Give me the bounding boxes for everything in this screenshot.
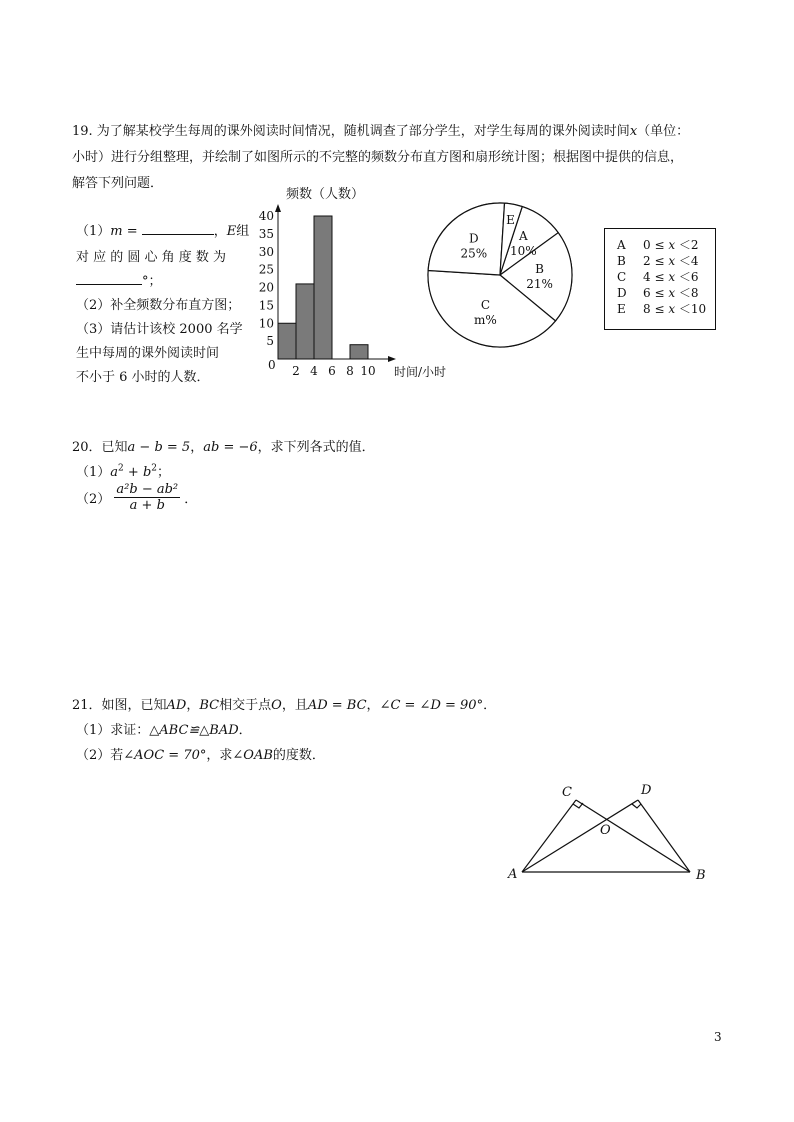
answer-blank-angle[interactable]: [76, 284, 142, 285]
q21-part1: （1）求证：△ABC≌△BAD．: [76, 723, 252, 738]
y-tick-label: 35: [258, 226, 274, 241]
origin-label: 0: [268, 358, 276, 372]
legend-row: B 2 ≤ x ＜4: [617, 254, 699, 268]
group-legend: [604, 228, 716, 330]
q19-part3-line2: 生中每周的课外阅读时间: [76, 346, 220, 361]
pie-slice-d: [428, 203, 504, 275]
label-C: C: [562, 785, 572, 800]
pie-label-b: B: [535, 262, 544, 277]
pie-label-a: A: [518, 228, 528, 243]
q19-part2: （2）补全频数分布直方图；: [76, 298, 241, 313]
histogram-bar: [296, 284, 314, 359]
pie-percent-d: 25%: [460, 246, 488, 261]
answer-blank-m[interactable]: [142, 234, 214, 235]
pie-percent-c: m%: [474, 312, 497, 327]
histogram-xlabel: 时间/小时: [394, 365, 447, 379]
x-tick-label: 8: [346, 364, 354, 378]
q20-stem: 20．已知a − b = 5，ab = −6，求下列各式的值．: [72, 440, 375, 455]
y-axis-arrow-icon: [275, 204, 281, 212]
pie-percent-b: 21%: [526, 277, 553, 292]
legend-row: C 4 ≤ x ＜6: [617, 270, 699, 284]
x-tick-label: 10: [360, 364, 376, 378]
y-tick-label: 25: [258, 262, 274, 277]
segment-AD: [522, 800, 638, 872]
q21-part2: （2）若∠AOC = 70°，求∠OAB的度数．: [76, 748, 325, 763]
pie-label-e: E: [506, 212, 515, 227]
histogram-bar: [314, 216, 332, 359]
legend-row: A 0 ≤ x ＜2: [617, 238, 699, 252]
q19-part1-line2: 对 应 的 圆 心 角 度 数 为: [76, 250, 227, 265]
q19-part1-line3: °；: [76, 270, 162, 289]
segment-AC: [522, 800, 576, 872]
q19-line2: 小时）进行分组整理，并绘制了如图所示的不完整的频数分布直方图和扇形统计图；根据图中提供的信息，: [72, 150, 684, 165]
q20-part1: $(1)a^2 + b^2$；: [76, 463, 171, 480]
histogram-bar: [350, 345, 368, 359]
q19-part3-line3: 不小于 6 小时的人数．: [76, 370, 210, 385]
fraction: $\frac{\text{a²b − ab²}}{a + b}$: [116, 482, 179, 513]
legend-row: E 8 ≤ x ＜10: [617, 302, 707, 316]
y-tick-label: 20: [258, 280, 274, 295]
segment-DB: [638, 800, 690, 872]
legend-row: D 6 ≤ x ＜8: [617, 286, 699, 300]
label-B: B: [696, 868, 706, 883]
q19-line3: 解答下列问题．: [72, 176, 164, 191]
pie-label-d: D: [468, 231, 479, 246]
histogram-bar: [278, 323, 296, 359]
q21-stem: 21．如图，已知AD，BC相交于点O，且AD = BC，∠C = ∠D = 90°．: [72, 698, 497, 713]
right-angle-D-icon: [632, 804, 641, 808]
q20-part2: （2） $\frac{\text{a²b − ab²}}{a + b}$ ．: [76, 482, 198, 513]
q19-part1-line1: （1）m = ，E组: [76, 224, 250, 239]
q19-line1: 19. 为了解某校学生每周的课外阅读时间情况，随机调查了部分学生，对学生每周的课外阅读时间x（单位：: [72, 124, 690, 139]
x-tick-label: 6: [328, 364, 336, 378]
pie-percent-a: 10%: [509, 243, 537, 258]
label-O: O: [600, 823, 611, 838]
y-tick-label: 5: [266, 334, 274, 349]
y-tick-label: 15: [258, 298, 274, 313]
segment-CB: [576, 800, 690, 872]
frequency-histogram: [250, 180, 450, 385]
q19-part3-line1: （3）请估计该校 2000 名学: [76, 322, 243, 337]
x-tick-label: 4: [310, 364, 318, 378]
page-number: 3: [714, 1030, 722, 1044]
x-tick-label: 2: [292, 364, 300, 378]
histogram-ylabel: 频数（人数）: [286, 187, 365, 202]
pie-label-c: C: [480, 297, 491, 312]
pie-chart: [425, 200, 575, 350]
y-tick-label: 10: [258, 316, 274, 331]
label-D: D: [641, 783, 652, 798]
label-A: A: [508, 867, 518, 882]
y-tick-label: 30: [258, 244, 274, 259]
triangle-figure: [500, 778, 720, 888]
y-tick-label: 40: [258, 209, 274, 223]
x-axis-arrow-icon: [388, 356, 396, 362]
